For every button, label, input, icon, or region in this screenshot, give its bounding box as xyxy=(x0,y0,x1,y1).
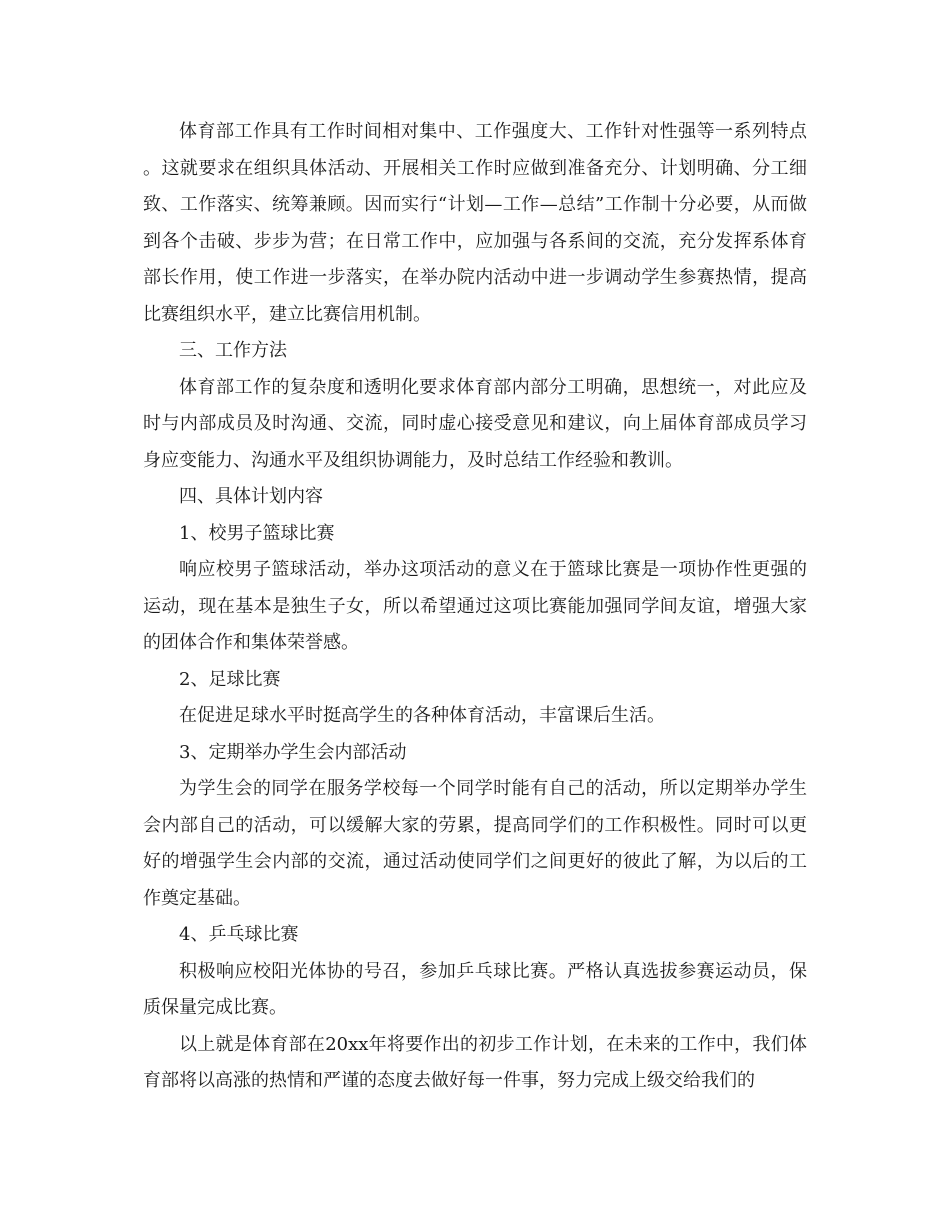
subheading-internal-activities: 3、定期举办学生会内部活动 xyxy=(179,741,407,763)
paragraph-conclusion: 以上就是体育部在20xx年将要作出的初步工作计划，在未来的工作中，我们体育部将以高涨的热情和严谨的态度去做好每一件事，努力完成上级交给我们的 xyxy=(143,1033,807,1091)
paragraph-methods: 体育部工作的复杂度和透明化要求体育部内部分工明确，思想统一，对此应及时与内部成员及时沟通、交流，同时虚心接受意见和建议，向上届体育部成员学习身应变能力、沟通水平及组织协调能力，及时总结工作经验和教训。 xyxy=(143,376,807,471)
paragraph-internal-activities: 为学生会的同学在服务学校每一个同学时能有自己的活动，所以定期举办学生会内部自己的活动，可以缓解大家的劳累，提高同学们的工作积极性。同时可以更好的增强学生会内部的交流，通过活动使同学们之间更好的彼此了解，为以后的工作奠定基础。 xyxy=(143,778,807,909)
subheading-basketball: 1、校男子篮球比赛 xyxy=(179,522,335,544)
paragraph-football: 在促进足球水平时挺高学生的各种体育活动，丰富课后生活。 xyxy=(179,705,665,726)
subheading-football: 2、足球比赛 xyxy=(179,668,281,690)
subheading-table-tennis: 4、乒乓球比赛 xyxy=(179,924,299,945)
paragraph-basketball: 响应校男子篮球活动，举办这项活动的意义在于篮球比赛是一项协作性更强的运动，现在基本是独生子女，所以希望通过这项比赛能加强同学间友谊，增强大家的团体合作和集体荣誉感。 xyxy=(143,559,807,653)
paragraph-intro: 体育部工作具有工作时间相对集中、工作强度大、工作针对性强等一系列特点。这就要求在组织具体活动、开展相关工作时应做到准备充分、计划明确、分工细致、工作落实、统筹兼顾。因而实行“计划—工作—总结”工作制十分必要，从而做到各个击破、步步为营；在日常工作中，应加强与各系间的交流，充分发挥系体育部长作用，使工作进一步落实，在举办院内活动中进一步调动学生参赛热情，提高比赛组织水平，建立比赛信用机制。 xyxy=(143,121,807,325)
section-heading-methods: 三、工作方法 xyxy=(179,340,287,361)
document-body xyxy=(143,114,807,1100)
section-heading-plan: 四、具体计划内容 xyxy=(179,486,323,507)
paragraph-table-tennis: 积极响应校阳光体协的号召，参加乒乓球比赛。严格认真选拔参赛运动员，保质保量完成比赛。 xyxy=(143,960,807,1018)
